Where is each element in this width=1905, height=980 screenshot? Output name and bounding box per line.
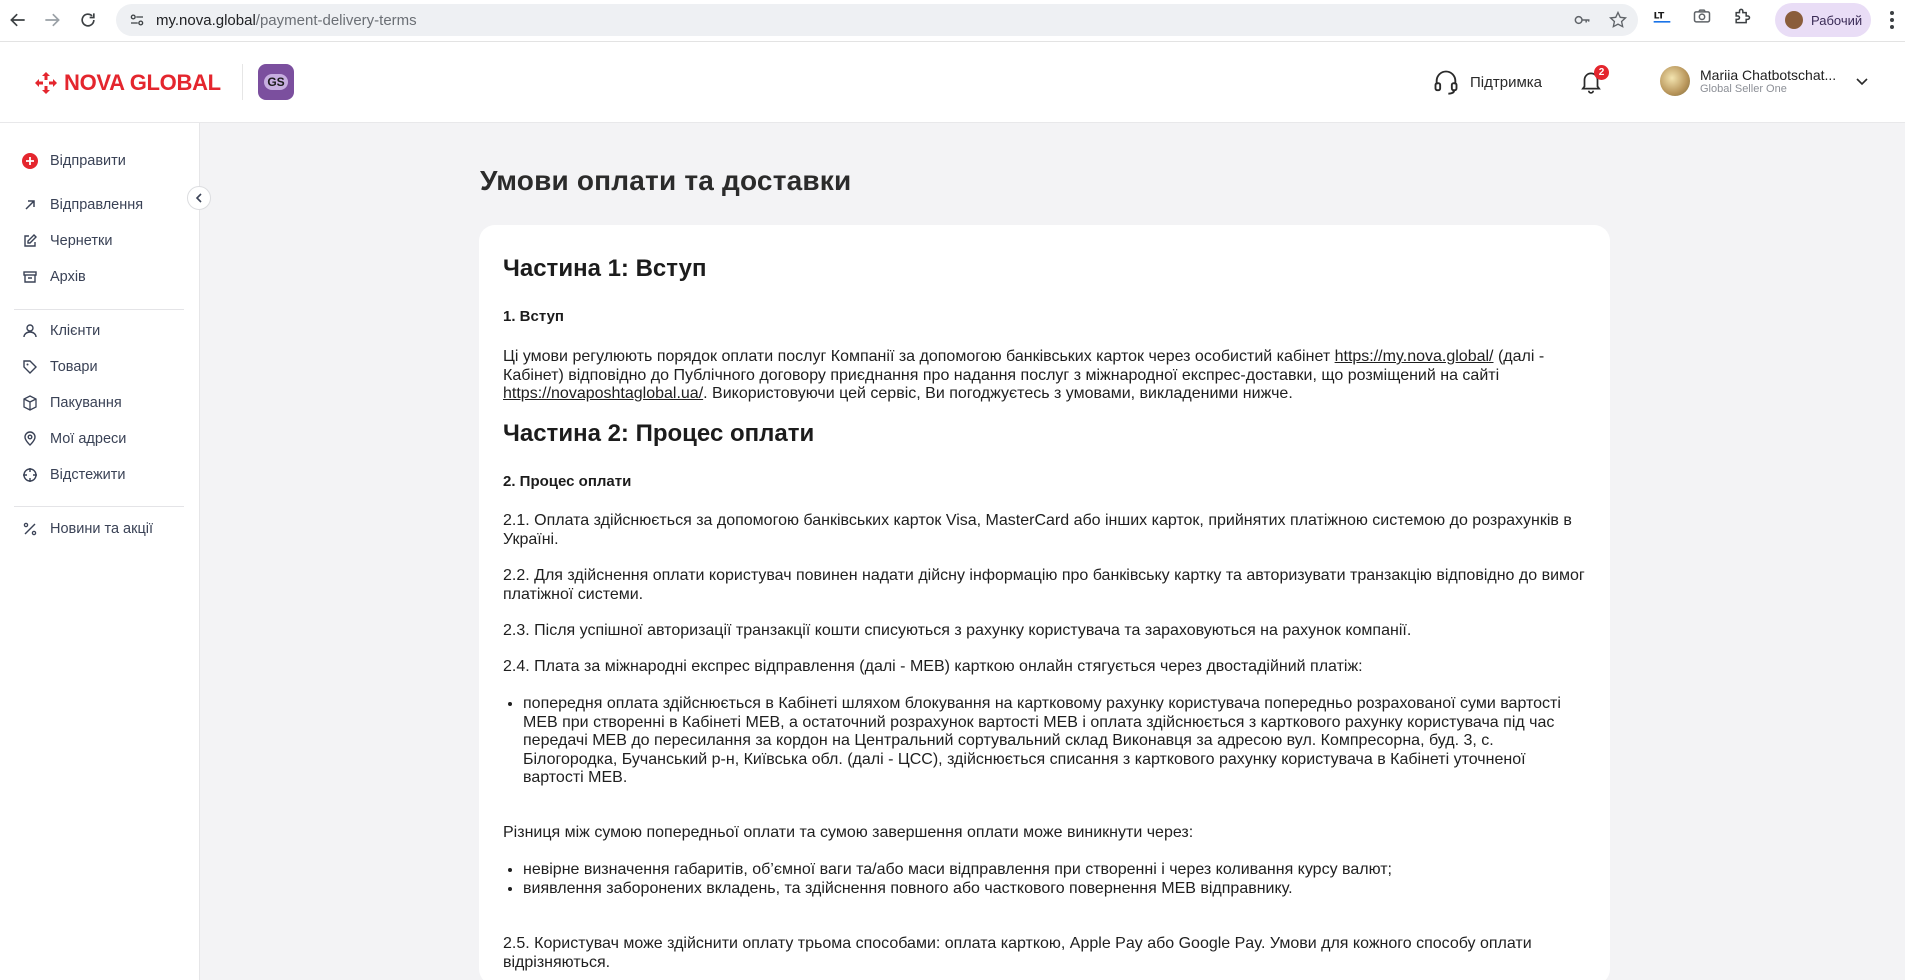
list-item: • попередня оплата здійснюється в Кабінеті шляхом блокування на картковому рахунку користувача попередньо розрахованої суми вартості МЕВ при створенні в Кабінеті МЕВ, а остаточний розрахунок вартості МЕВ і оплата здійснюється з карткового рахунку користувача під час передачі МЕВ до пересилання за кордон на Центральний сортувальний склад Виконавця за адресою вул. Компресорна, буд. 3, с. Білогородка, Бучанський р-н, Київська обл. (далі - ЦСС), здійснюється списання з карткового рахунку користувача в Кабінеті уточненої вартості МЕВ. (523, 695, 1585, 788)
paragraph-2-5: 2.5. Користувач може здійснити оплату трьома способами: оплата карткою, Apple Pay або Google Pay. Умови для кожного способу оплати відрізняються. (503, 935, 1532, 971)
sidebar-item-news[interactable] (22, 517, 153, 541)
support-label: Підтримка (1470, 73, 1543, 91)
sidebar-item-label: Відстежити (50, 467, 126, 483)
terms-card (479, 225, 1610, 980)
logo-divider (242, 64, 243, 100)
arrow-up-right-icon (22, 197, 38, 213)
url-text: my.nova.global/payment-delivery-terms (156, 11, 417, 29)
section1-heading: 1. Вступ (503, 308, 564, 325)
back-button[interactable] (0, 2, 36, 38)
logo-text: NOVA GLOBAL (64, 70, 221, 95)
sidebar-item-drafts[interactable] (22, 229, 112, 253)
section1-text: Ці умови регулюють порядок оплати послуг Компанії за допомогою банківських карток через особистий кабінет https://my.nova.global/ (далі - Кабінет) відповідно до Публічного договору приєднання про надання послуг з міжнародної експрес-доставки, що розміщений на сайті https://novaposhtaglobal.ua/. Використовуючи цей сервіс, Ви погоджуєтесь з умовами, викладеними нижче. (503, 348, 1545, 402)
user-icon (22, 323, 38, 339)
key-icon[interactable] (1572, 10, 1592, 30)
sidebar-item-send[interactable] (22, 149, 126, 173)
tag-icon (22, 359, 38, 375)
sidebar-item-label: Товари (50, 359, 98, 375)
profile-avatar (1785, 11, 1803, 29)
global-seller-badge[interactable] (258, 64, 294, 100)
section2-heading: 2. Процес оплати (503, 473, 632, 490)
sidebar (0, 123, 200, 980)
arrow-left-icon (8, 10, 28, 30)
reload-button[interactable] (70, 2, 106, 38)
sidebar-item-label: Архів (50, 269, 86, 285)
nova-logo-icon (34, 71, 58, 95)
badge-text: GS (264, 74, 287, 90)
user-menu[interactable] (1660, 66, 1870, 96)
user-company: Global Seller One (1700, 83, 1787, 95)
browser-toolbar (0, 0, 1905, 42)
list-item: • невірне визначення габаритів, об’ємної ваги та/або маси відправлення при створенні і через коливання курсу валют; (523, 861, 1585, 880)
sidebar-item-label: Новини та акції (50, 521, 154, 537)
list-item: • виявлення заборонених вкладень, та здійснення повного або часткового повернення МЕВ відправнику. (523, 880, 1585, 899)
cabinet-link[interactable]: https://my.nova.global/ (1334, 348, 1494, 365)
novaposhtaglobal-link[interactable]: https://novaposhtaglobal.ua/ (503, 385, 704, 402)
profile-label: Рабочий (1811, 12, 1863, 28)
arrow-right-icon (42, 10, 62, 30)
notification-badge: 2 (1594, 65, 1609, 80)
sidebar-item-label: Пакування (50, 395, 122, 411)
sidebar-divider (14, 309, 184, 310)
sidebar-item-goods[interactable] (22, 355, 98, 379)
star-icon[interactable] (1608, 10, 1628, 30)
difference-text: Різниця між сумою попередньої оплати та сумою завершення оплати може виникнути через: (503, 824, 1194, 841)
chevron-down-icon (1854, 73, 1870, 89)
part1-heading: Частина 1: Вступ (503, 255, 707, 282)
notifications-button[interactable] (1578, 68, 1604, 96)
paragraph-2-3: 2.3. Після успішної авторизації транзакції кошти списуються з рахунку користувача та зараховуються на рахунок компанії. (503, 622, 1412, 639)
svg-text:LT: LT (1653, 10, 1665, 22)
sidebar-item-label: Клієнти (50, 323, 101, 339)
site-settings-icon[interactable] (128, 11, 146, 29)
payment-stages-list (503, 695, 1585, 788)
sidebar-divider (14, 506, 184, 507)
location-pin-icon (22, 431, 38, 447)
sidebar-item-label: Відправлення (50, 197, 144, 213)
crosshair-icon (22, 467, 38, 483)
translate-extension-icon[interactable] (1652, 6, 1672, 26)
extensions-icon[interactable] (1732, 6, 1752, 26)
more-vert-icon[interactable] (1884, 8, 1900, 32)
chevron-left-icon (193, 192, 205, 204)
user-avatar (1660, 66, 1690, 96)
sidebar-item-label: Чернетки (50, 233, 113, 249)
app-header (0, 42, 1905, 123)
percent-icon (22, 521, 38, 537)
sidebar-collapse-button[interactable] (187, 186, 211, 210)
page-title: Умови оплати та доставки (480, 165, 852, 196)
sidebar-item-archive[interactable] (22, 265, 86, 289)
paragraph-2-1: 2.1. Оплата здійснюється за допомогою банківських карток Visa, MasterCard або інших карток, прийнятих платіжною системою до розрахунків в Україні. (503, 512, 1572, 548)
sidebar-item-clients[interactable] (22, 319, 100, 343)
sidebar-item-label: Відправити (50, 153, 126, 169)
forward-button[interactable] (34, 2, 70, 38)
part2-heading: Частина 2: Процес оплати (503, 420, 815, 447)
sidebar-item-addresses[interactable] (22, 427, 126, 451)
edit-icon (22, 233, 38, 249)
box-icon (22, 395, 38, 411)
sidebar-item-track[interactable] (22, 463, 126, 487)
sidebar-item-packaging[interactable] (22, 391, 122, 415)
archive-icon (22, 269, 38, 285)
paragraph-2-2: 2.2. Для здійснення оплати користувач повинен надати дійсну інформацію про банківську картку та авторизувати транзакцію відповідно до вимог платіжної системи. (503, 567, 1585, 603)
address-bar[interactable] (116, 4, 1638, 36)
headset-icon (1432, 68, 1460, 96)
reload-icon (78, 10, 98, 30)
difference-reasons-list (503, 861, 1585, 898)
plus-circle-icon (22, 153, 38, 169)
sidebar-item-label: Мої адреси (50, 431, 127, 447)
user-name: Mariia Chatbotschat... (1700, 67, 1837, 83)
camera-icon[interactable] (1692, 6, 1712, 26)
nova-global-logo[interactable] (34, 70, 221, 96)
sidebar-item-shipments[interactable] (22, 193, 143, 217)
support-link[interactable] (1432, 68, 1542, 96)
browser-profile-button[interactable] (1775, 3, 1871, 37)
paragraph-2-4: 2.4. Плата за міжнародні експрес відправлення (далі - МЕВ) карткою онлайн стягується через двостадійний платіж: (503, 658, 1363, 675)
